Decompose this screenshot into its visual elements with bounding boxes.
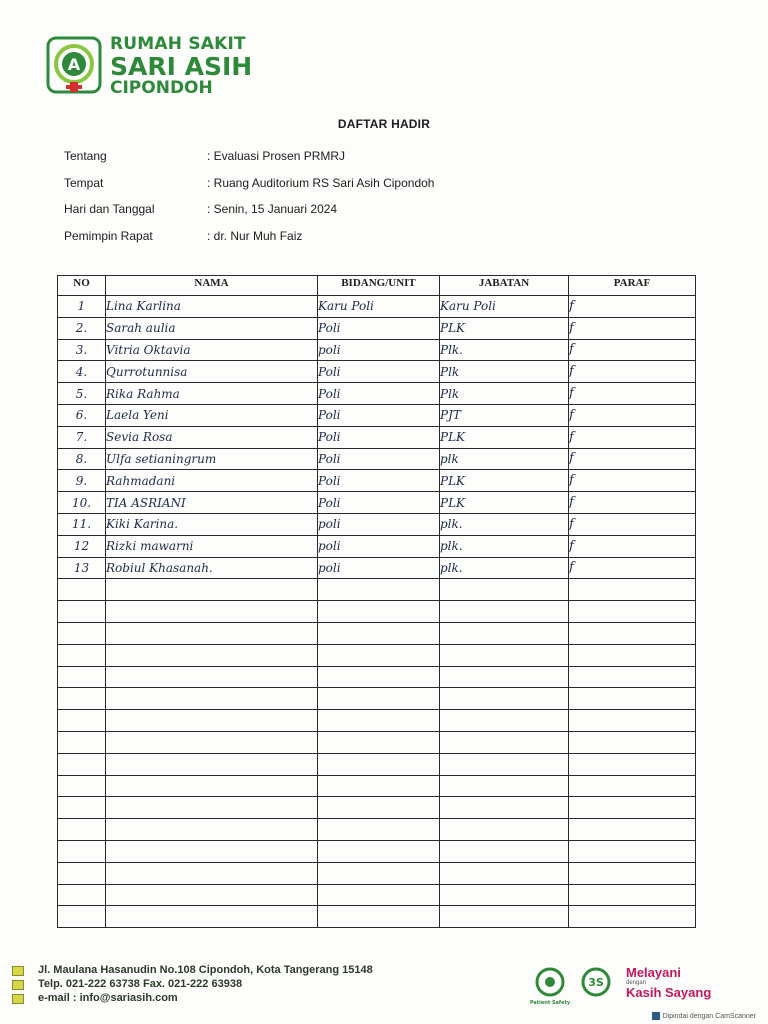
table-row [58,622,696,644]
cell-bidang: Poli [318,470,440,492]
cell-paraf: ƒ [569,361,696,383]
cell-nama: Kiki Karina. [106,513,318,535]
brand-line-2: SARI ASIH [110,52,253,81]
cell-no [58,601,106,623]
footer-badges [530,962,740,1006]
cell-nama: Sevia Rosa [106,426,318,448]
scanner-text: Dipindai dengan CamScanner [662,1012,756,1020]
cell-no [58,710,106,732]
cell-paraf [569,579,696,601]
cell-paraf: ƒ [569,535,696,557]
cell-bidang [318,731,440,753]
cell-jabatan: plk. [440,557,569,579]
slogan-line-2: Kasih Sayang [626,984,712,1000]
info-label: Hari dan Tanggal [64,202,155,216]
cell-bidang [318,819,440,841]
cell-paraf: ƒ [569,339,696,361]
info-label: Tempat [64,175,104,190]
cell-jabatan: PJT [440,404,569,426]
info-value: : dr. Nur Muh Faiz [207,228,303,243]
cell-bidang: Poli [318,448,440,470]
cell-jabatan: Plk. [440,339,569,361]
info-label: Tentang [64,149,107,163]
cell-bidang: Poli [318,492,440,514]
table-row [58,644,696,666]
cell-jabatan [440,644,569,666]
cell-bidang [318,601,440,623]
footer-email: e-mail : info@sariasih.com [38,992,178,1004]
cell-paraf: ƒ [569,426,696,448]
cell-nama [106,862,318,884]
cell-nama: Robiul Khasanah. [106,557,318,579]
cell-bidang [318,862,440,884]
document-title: DAFTAR HADIR [337,117,431,131]
cell-jabatan: plk. [440,513,569,535]
cell-bidang [318,753,440,775]
cell-nama [106,906,318,928]
cell-paraf: ƒ [569,404,696,426]
cell-paraf: ƒ [569,470,696,492]
table-row [58,426,696,448]
table-row [58,470,696,492]
cell-jabatan [440,884,569,906]
cell-no: 6. [58,404,106,426]
cell-no: 9. [58,470,106,492]
cell-nama [106,622,318,644]
cell-nama: Ulfa setianingrum [106,448,318,470]
cell-jabatan: plk. [440,535,569,557]
cell-nama [106,710,318,732]
cell-paraf: ƒ [569,317,696,339]
cell-paraf: ƒ [569,383,696,405]
cell-jabatan [440,622,569,644]
cell-no: 5. [58,383,106,405]
header-no: NO [58,276,106,296]
footer-address: Jl. Maulana Hasanudin No.108 Cipondoh, Kota Tangerang 15148 [38,964,373,976]
cell-paraf: ƒ [569,513,696,535]
cell-paraf [569,710,696,732]
table-row [58,797,696,819]
cell-jabatan: PLK [440,470,569,492]
cell-jabatan: Karu Poli [440,296,569,318]
info-value: : Senin, 15 Januari 2024 [207,202,338,216]
cell-no: 8. [58,448,106,470]
cell-paraf [569,688,696,710]
cell-bidang [318,710,440,732]
cell-no: 4. [58,361,106,383]
cell-bidang: Poli [318,404,440,426]
cell-nama: Rahmadani [106,470,318,492]
table-row [58,731,696,753]
cell-bidang [318,797,440,819]
cell-jabatan [440,688,569,710]
footer-phone: Telp. 021-222 63738 Fax. 021-222 63938 [38,978,243,990]
cell-nama [106,819,318,841]
table-row [58,296,696,318]
table-row [58,601,696,623]
table-row [58,317,696,339]
cell-paraf [569,775,696,797]
table-row [58,906,696,928]
camscanner-icon [652,1012,660,1020]
phone-icon [12,980,24,990]
location-icon [12,966,24,976]
table-row [58,557,696,579]
info-value: : Evaluasi Prosen PRMRJ [207,149,346,163]
slogan-line-1: Melayani [626,965,681,980]
cell-jabatan [440,819,569,841]
cell-jabatan [440,906,569,928]
3s-badge [576,966,616,1006]
table-row [58,688,696,710]
table-header-row [58,276,696,296]
cell-bidang: Poli [318,361,440,383]
attendance-rows [58,296,696,928]
cell-bidang [318,775,440,797]
table-row [58,579,696,601]
cell-bidang: Poli [318,383,440,405]
cell-no [58,731,106,753]
cell-nama [106,884,318,906]
cell-bidang: poli [318,339,440,361]
logo-letter: A [67,55,81,74]
table-row [58,492,696,514]
table-row [58,361,696,383]
cell-jabatan: PLK [440,317,569,339]
header-jabatan: JABATAN [440,276,569,296]
cell-bidang [318,622,440,644]
cell-nama [106,644,318,666]
table-row [58,535,696,557]
cell-no [58,666,106,688]
cell-paraf [569,906,696,928]
cell-no: 13 [58,557,106,579]
cell-no [58,797,106,819]
cell-nama: Lina Karlina [106,296,318,318]
cell-jabatan: PLK [440,426,569,448]
cell-no: 7. [58,426,106,448]
cell-no [58,775,106,797]
cell-bidang: Karu Poli [318,296,440,318]
brand-line-3: CIPONDOH [110,78,213,98]
cell-jabatan [440,731,569,753]
cell-no: 1 [58,296,106,318]
cell-nama: TIA ASRIANI [106,492,318,514]
cell-bidang [318,906,440,928]
info-value: : Ruang Auditorium RS Sari Asih Cipondoh [207,175,435,190]
cell-nama: Sarah aulia [106,317,318,339]
patient-safety-badge [530,966,570,1006]
cell-jabatan [440,797,569,819]
cell-jabatan [440,753,569,775]
cell-nama: Vitria Oktavia [106,339,318,361]
slogan [626,966,711,1000]
cell-no: 10. [58,492,106,514]
cell-paraf [569,666,696,688]
cell-no [58,819,106,841]
cell-nama: Rika Rahma [106,383,318,405]
cell-nama [106,579,318,601]
cell-no [58,906,106,928]
cell-nama [106,840,318,862]
cell-bidang [318,666,440,688]
cell-paraf [569,753,696,775]
table-row [58,448,696,470]
cell-no [58,840,106,862]
hospital-logo [46,36,102,96]
cell-no [58,884,106,906]
table-row [58,339,696,361]
header-paraf: PARAF [569,276,696,296]
cell-paraf [569,819,696,841]
table-row [58,775,696,797]
cell-jabatan [440,579,569,601]
cell-no: 3. [58,339,106,361]
cell-paraf [569,797,696,819]
cell-paraf [569,601,696,623]
brand-line-1: RUMAH SAKIT [110,34,246,54]
cell-paraf [569,644,696,666]
table-row [58,884,696,906]
cell-no: 12 [58,535,106,557]
cell-bidang: poli [318,513,440,535]
slogan-line-3: dengan [626,979,647,986]
cell-jabatan [440,710,569,732]
scanner-watermark [652,1012,756,1020]
cell-nama: Qurrotunnisa [106,361,318,383]
cell-bidang [318,884,440,906]
cell-jabatan: plk [440,448,569,470]
table-row [58,383,696,405]
cell-jabatan [440,666,569,688]
cell-nama [106,775,318,797]
cell-nama [106,797,318,819]
hospital-brand [110,36,252,97]
cell-paraf: ƒ [569,296,696,318]
cell-no [58,622,106,644]
cell-bidang: poli [318,535,440,557]
table-row [58,840,696,862]
cell-nama [106,753,318,775]
table-row [58,862,696,884]
cell-nama [106,666,318,688]
table-row [58,404,696,426]
cell-paraf [569,884,696,906]
cell-nama [106,601,318,623]
cell-paraf [569,622,696,644]
cell-bidang [318,688,440,710]
table-row [58,819,696,841]
cell-no: 2. [58,317,106,339]
cell-no: 11. [58,513,106,535]
cell-paraf: ƒ [569,492,696,514]
header-bidang: BIDANG/UNIT [318,276,440,296]
cell-jabatan: PLK [440,492,569,514]
cell-no [58,688,106,710]
cell-no [58,644,106,666]
cell-jabatan: Plk [440,383,569,405]
cell-nama: Rizki mawarni [106,535,318,557]
cell-no [58,753,106,775]
attendance-table [57,275,696,928]
table-row [58,513,696,535]
cell-jabatan [440,862,569,884]
cell-jabatan [440,601,569,623]
cell-no [58,579,106,601]
cell-no [58,862,106,884]
cell-bidang: Poli [318,426,440,448]
header-nama: NAMA [106,276,318,296]
cell-jabatan [440,840,569,862]
cell-bidang [318,644,440,666]
cell-paraf [569,731,696,753]
table-row [58,710,696,732]
cell-paraf [569,862,696,884]
cell-jabatan: Plk [440,361,569,383]
cell-nama: Laela Yeni [106,404,318,426]
email-icon [12,994,24,1004]
cell-paraf: ƒ [569,448,696,470]
cell-paraf [569,840,696,862]
cell-bidang: Poli [318,317,440,339]
table-row [58,753,696,775]
cell-nama [106,731,318,753]
patient-safety-label: Patient Safety [530,1000,570,1006]
cell-bidang [318,840,440,862]
3s-label: 3S [588,976,604,989]
info-label: Pemimpin Rapat [64,228,153,243]
cell-jabatan [440,775,569,797]
cell-bidang: poli [318,557,440,579]
cell-bidang [318,579,440,601]
cell-nama [106,688,318,710]
cell-paraf: ƒ [569,557,696,579]
table-row [58,666,696,688]
